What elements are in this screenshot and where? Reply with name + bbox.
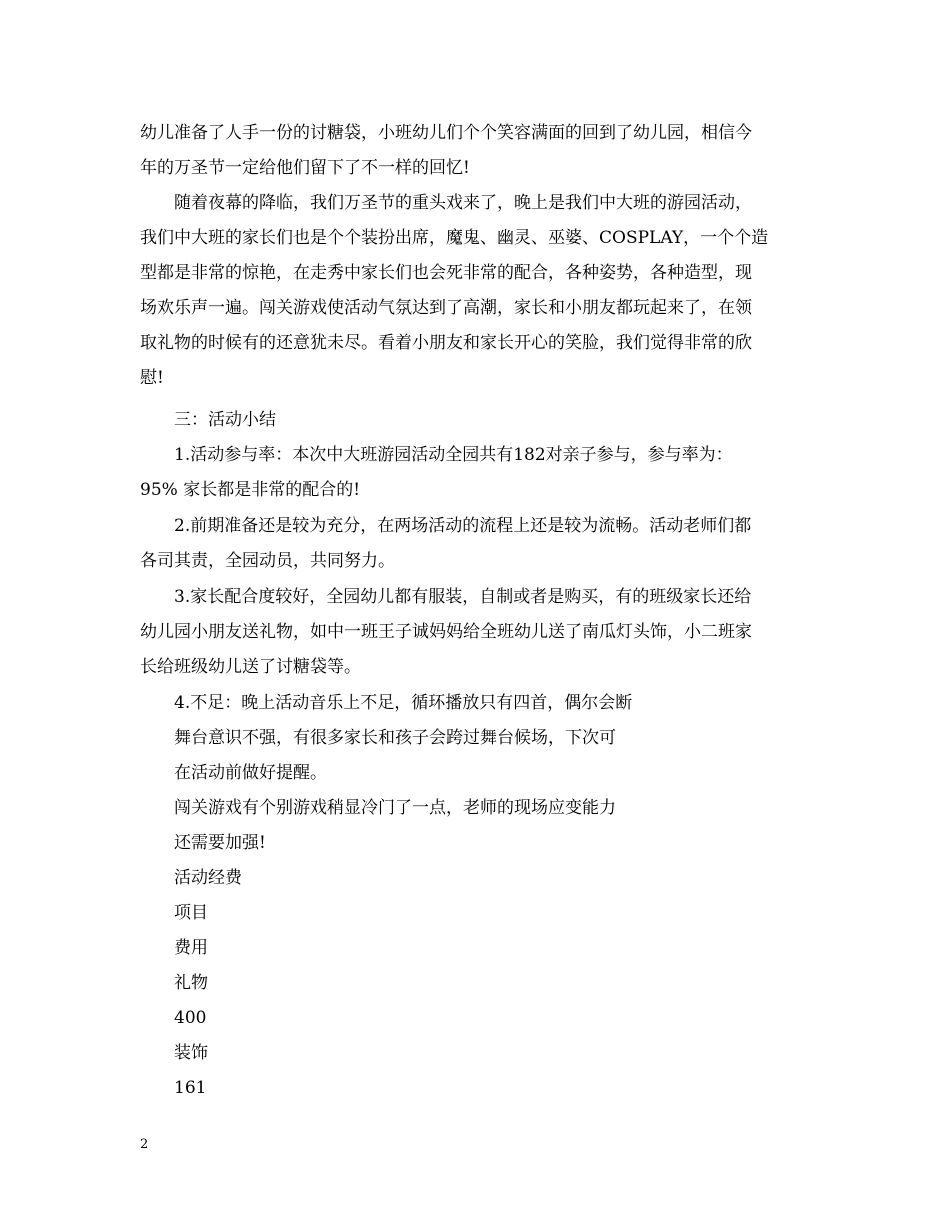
text-line: 闯关游戏有个别游戏稍显冷门了一点，老师的现场应变能力 bbox=[174, 798, 616, 818]
section-heading: 三：活动小结 bbox=[174, 410, 276, 430]
text-line: 161 bbox=[174, 1078, 207, 1098]
text-line: 3.家长配合度较好，全园幼儿都有服装，自制或者是购买，有的班级家长还给 bbox=[174, 587, 752, 607]
text-line: 舞台意识不强，有很多家长和孩子会跨过舞台候场，下次可 bbox=[174, 728, 616, 748]
text-line: 慰! bbox=[140, 368, 164, 388]
text-line: 取礼物的时候有的还意犹未尽。看着小朋友和家长开心的笑脸，我们觉得非常的欣 bbox=[140, 333, 752, 353]
text-line: 1.活动参与率：本次中大班游园活动全园共有182对亲子参与，参与率为： bbox=[174, 445, 733, 465]
page-number: 2 bbox=[140, 1137, 149, 1152]
text-line: 项目 bbox=[174, 903, 208, 923]
text-line: 型都是非常的惊艳，在走秀中家长们也会死非常的配合，各种姿势，各种造型，现 bbox=[140, 263, 752, 283]
text-line: 装饰 bbox=[174, 1043, 208, 1063]
text-line: 礼物 bbox=[174, 973, 208, 993]
text-line: 2.前期准备还是较为充分，在两场活动的流程上还是较为流畅。活动老师们都 bbox=[174, 516, 752, 536]
text-line: 年的万圣节一定给他们留下了不一样的回忆! bbox=[140, 158, 470, 178]
text-line: 4.不足：晚上活动音乐上不足，循环播放只有四首，偶尔会断 bbox=[174, 693, 633, 713]
text-line: 还需要加强! bbox=[174, 833, 266, 853]
text-line: 费用 bbox=[174, 938, 208, 958]
text-line: 幼儿准备了人手一份的讨糖袋，小班幼儿们个个笑容满面的回到了幼儿园，相信今 bbox=[140, 123, 752, 143]
text-line: 幼儿园小朋友送礼物，如中一班王子诚妈妈给全班幼儿送了南瓜灯头饰，小二班家 bbox=[140, 622, 752, 642]
text-line: 长给班级幼儿送了讨糖袋等。 bbox=[140, 657, 361, 677]
text-line: 活动经费 bbox=[174, 868, 242, 888]
text-line: 95% 家长都是非常的配合的! bbox=[140, 480, 361, 500]
text-line: 在活动前做好提醒。 bbox=[174, 763, 327, 783]
text-line: 随着夜幕的降临，我们万圣节的重头戏来了，晚上是我们中大班的游园活动， bbox=[174, 193, 752, 213]
text-line: 400 bbox=[174, 1008, 207, 1028]
text-line: 各司其责，全园动员，共同努力。 bbox=[140, 551, 395, 571]
text-line: 我们中大班的家长们也是个个装扮出席，魔鬼、幽灵、巫婆、COSPLAY，一个个造 bbox=[140, 228, 769, 248]
text-line: 场欢乐声一遍。闯关游戏使活动气氛达到了高潮，家长和小朋友都玩起来了，在领 bbox=[140, 298, 752, 318]
